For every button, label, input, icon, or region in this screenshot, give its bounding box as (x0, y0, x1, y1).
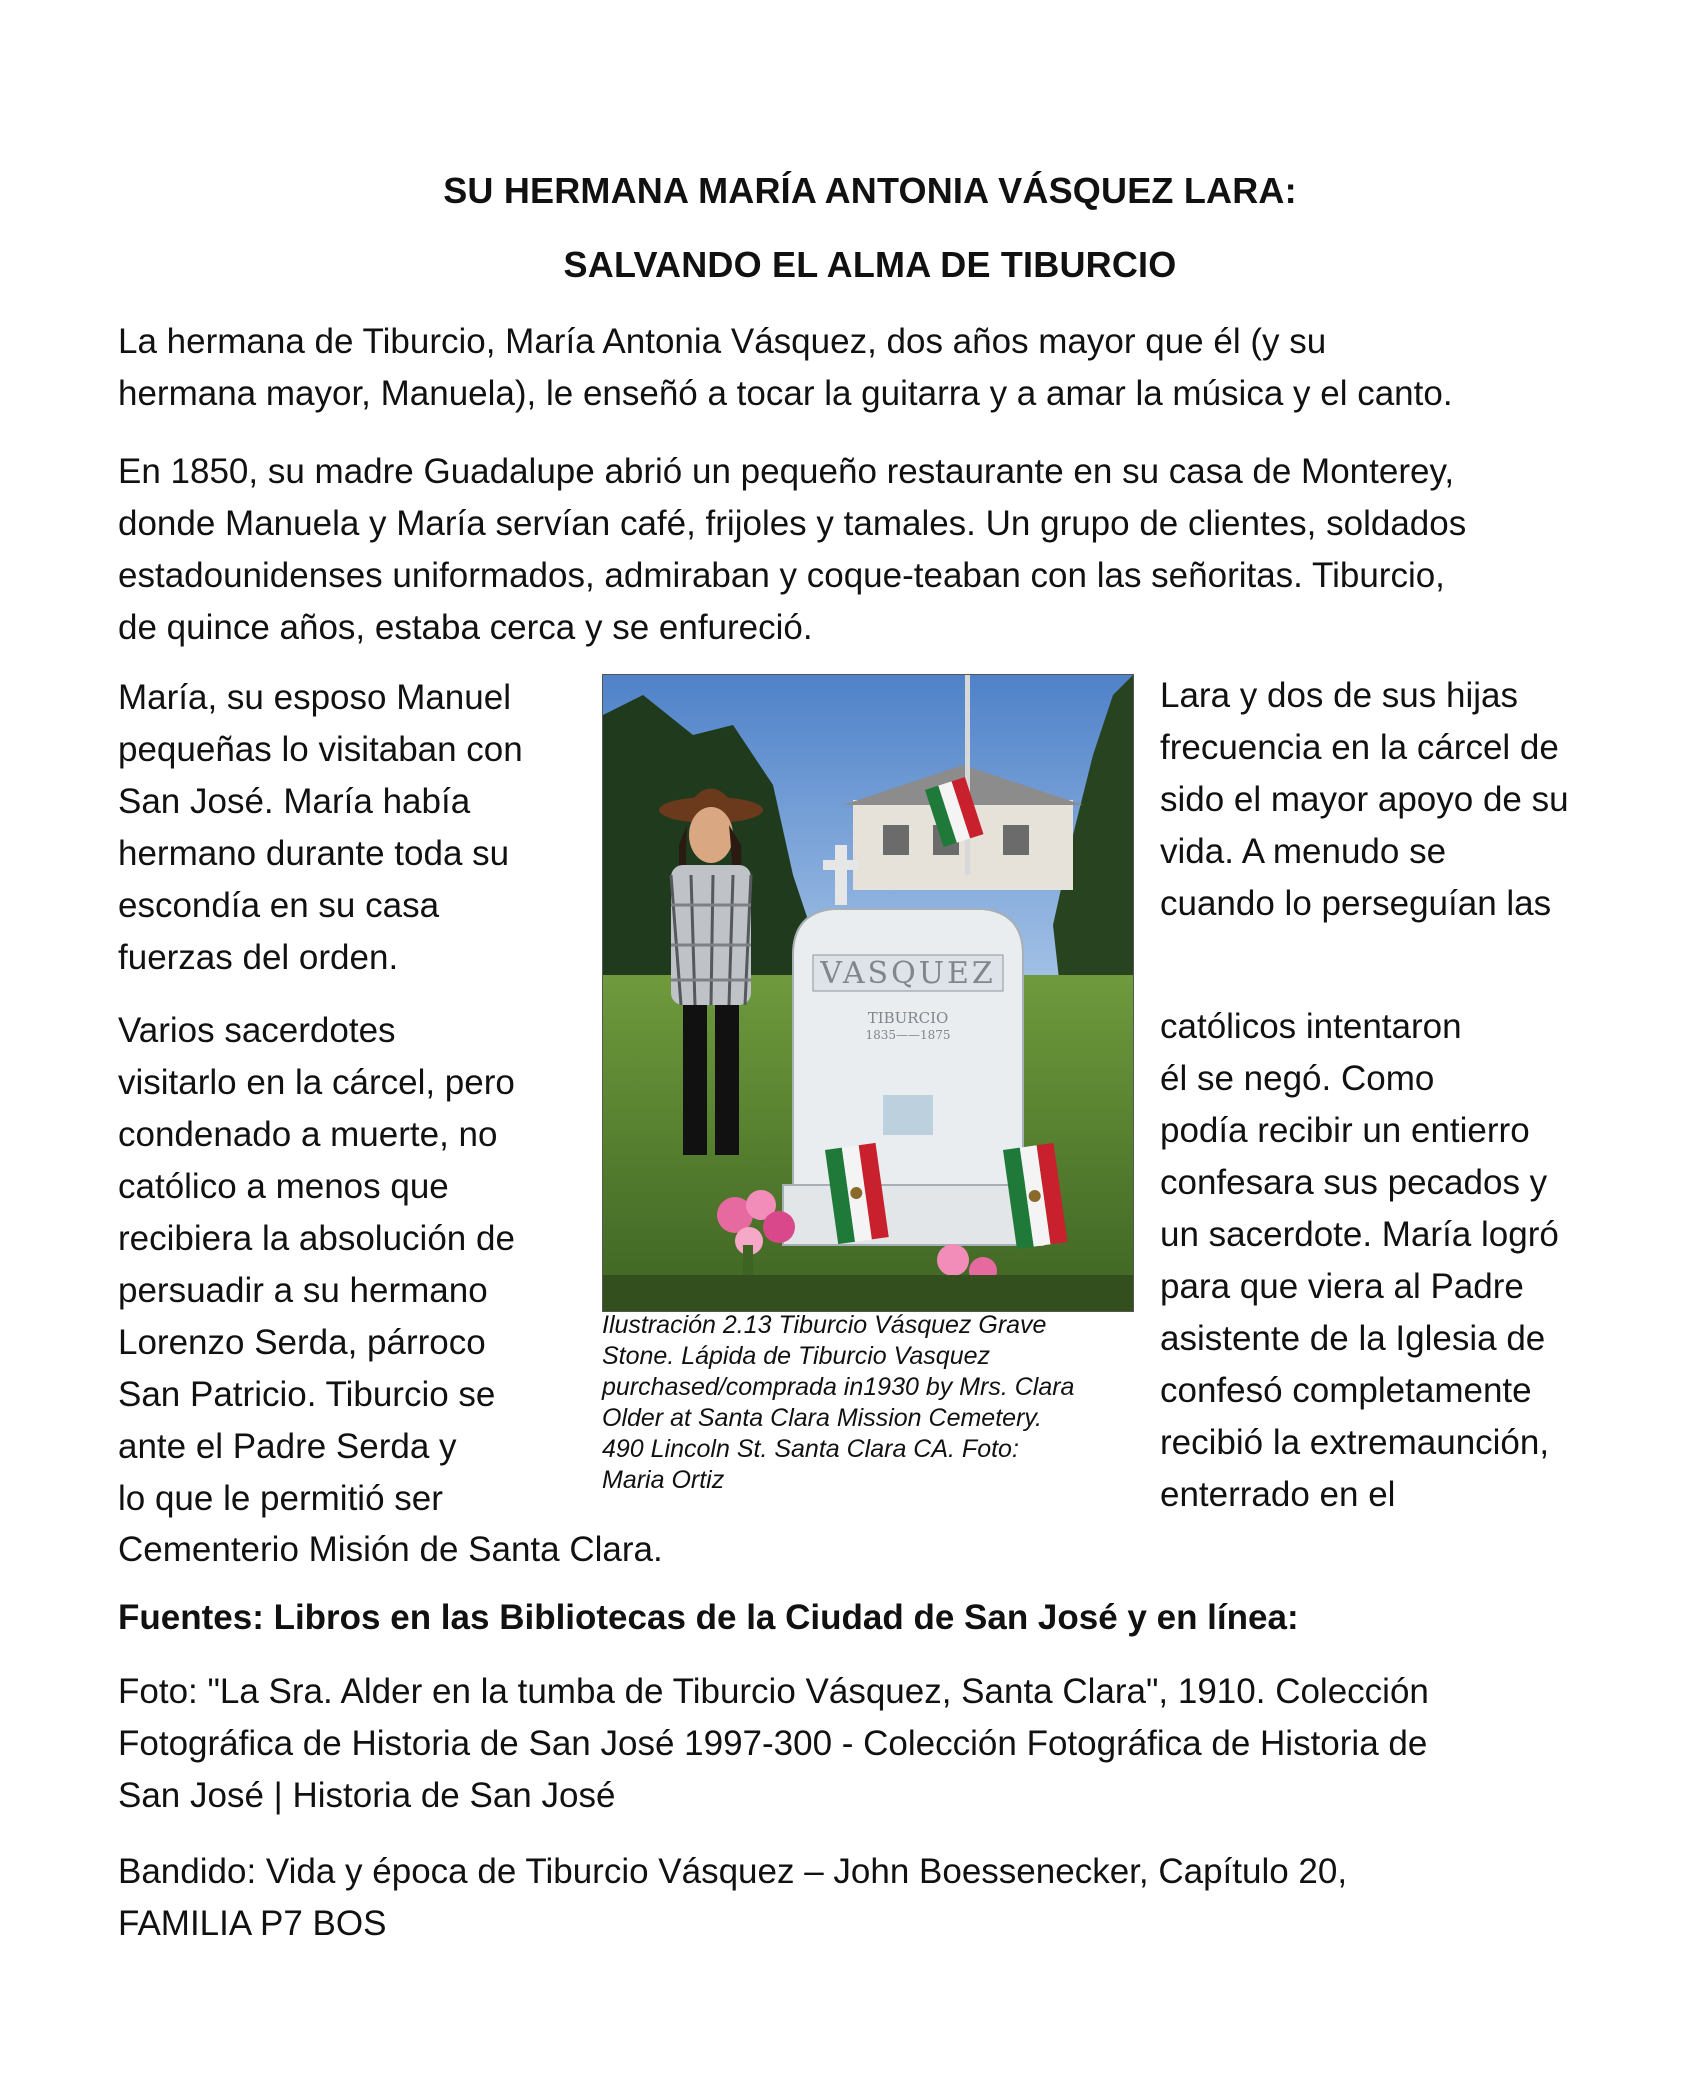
text-line: hermano durante toda su (118, 834, 510, 873)
text-line: pequeñas lo visitaban con (118, 730, 523, 769)
text-line: católico a menos que (118, 1167, 449, 1206)
paragraph-1 (118, 316, 1638, 420)
text-line: estadounidenses uniformados, admiraban y coque-teaban con las señoritas. Tiburcio, (118, 556, 1445, 595)
tombstone (783, 909, 1043, 1245)
text-line: un sacerdote. María logró (1160, 1215, 1559, 1254)
text-line: confesara sus pecados y (1160, 1163, 1548, 1202)
text-line: para que viera al Padre (1160, 1267, 1524, 1306)
text-line: visitarlo en la cárcel, pero (118, 1063, 515, 1102)
text-line: ante el Padre Serda y (118, 1427, 457, 1466)
text-line: enterrado en el (1160, 1475, 1396, 1514)
photo-caption (602, 1310, 1142, 1496)
text-line: vida. A menudo se (1160, 832, 1447, 871)
text-line: de quince años, estaba cerca y se enfureció. (118, 608, 813, 647)
text-line: fuerzas del orden. (118, 938, 399, 977)
caption-line: Ilustración 2.13 Tiburcio Vásquez Grave (602, 1311, 1047, 1339)
caption-line: Stone. Lápida de Tiburcio Vasquez (602, 1342, 991, 1370)
grave-photo (602, 674, 1134, 1312)
caption-line: Older at Santa Clara Mission Cemetery. (602, 1404, 1042, 1432)
flagpole (965, 675, 970, 875)
text-line: hermana mayor, Manuela), le enseñó a tocar la guitarra y a amar la música y el canto. (118, 374, 1453, 413)
page-subtitle: SALVANDO EL ALMA DE TIBURCIO (563, 244, 1177, 285)
text-line: San Patricio. Tiburcio se (118, 1375, 496, 1414)
page-title: SU HERMANA MARÍA ANTONIA VÁSQUEZ LARA: (443, 170, 1297, 211)
text-line: Fotográfica de Historia de San José 1997-300 - Colección Fotográfica de Historia de (118, 1724, 1428, 1763)
text-line: escondía en su casa (118, 886, 440, 925)
text-line: San José. María había (118, 782, 471, 821)
caption-line: purchased/comprada in1930 by Mrs. Clara (602, 1373, 1075, 1401)
text-line: confesó completamente (1160, 1371, 1532, 1410)
text-line: católicos intentaron (1160, 1007, 1462, 1046)
text-line: En 1850, su madre Guadalupe abrió un pequeño restaurante en su casa de Monterey, (118, 452, 1455, 491)
text-line: él se negó. Como (1160, 1059, 1435, 1098)
text-line: FAMILIA P7 BOS (118, 1904, 387, 1943)
sources-heading: Fuentes: Libros en las Bibliotecas de la Ciudad de San José y en línea: (118, 1598, 1299, 1637)
text-line: Lorenzo Serda, párroco (118, 1323, 486, 1362)
text-line: lo que le permitió ser (118, 1479, 443, 1518)
paragraph-2 (118, 446, 1638, 654)
text-line: San José | Historia de San José (118, 1776, 616, 1815)
text-line: María, su esposo Manuel (118, 678, 511, 717)
text-line: donde Manuela y María servían café, frijoles y tamales. Un grupo de clientes, soldados (118, 504, 1467, 543)
text-line: cuando lo perseguían las (1160, 884, 1552, 923)
paragraph-4-right (1160, 1001, 1559, 1521)
text-line: Bandido: Vida y época de Tiburcio Vásquez – John Boessenecker, Capítulo 20, (118, 1852, 1348, 1891)
text-line: recibió la extremaunción, (1160, 1423, 1550, 1462)
paragraph-3-left (118, 672, 523, 984)
tomb-name: VASQUEZ (820, 956, 996, 991)
source-2 (118, 1846, 1638, 1950)
text-line: recibiera la absolución de (118, 1219, 515, 1258)
paragraph-4-left (118, 1005, 515, 1525)
text-line: frecuencia en la cárcel de (1160, 728, 1559, 767)
text-line: La hermana de Tiburcio, María Antonia Vásquez, dos años mayor que él (y su (118, 322, 1327, 361)
text-line: asistente de la Iglesia de (1160, 1319, 1546, 1358)
text-line: Foto: "La Sra. Alder en la tumba de Tiburcio Vásquez, Santa Clara", 1910. Colección (118, 1672, 1429, 1711)
text-line: condenado a muerte, no (118, 1115, 498, 1154)
text-line: sido el mayor apoyo de su (1160, 780, 1569, 819)
tomb-dates: 1835——1875 (865, 1028, 951, 1042)
text-line: Lara y dos de sus hijas (1160, 676, 1518, 715)
paragraph-4-end: Cementerio Misión de Santa Clara. (118, 1530, 663, 1569)
text-line: Varios sacerdotes (118, 1011, 396, 1050)
source-1 (118, 1666, 1638, 1822)
caption-line: Maria Ortiz (602, 1466, 725, 1494)
text-line: podía recibir un entierro (1160, 1111, 1530, 1150)
caption-line: 490 Lincoln St. Santa Clara CA. Foto: (602, 1435, 1019, 1463)
tomb-first-name: TIBURCIO (867, 1009, 949, 1027)
text-line: persuadir a su hermano (118, 1271, 488, 1310)
paragraph-3-right (1160, 670, 1569, 930)
